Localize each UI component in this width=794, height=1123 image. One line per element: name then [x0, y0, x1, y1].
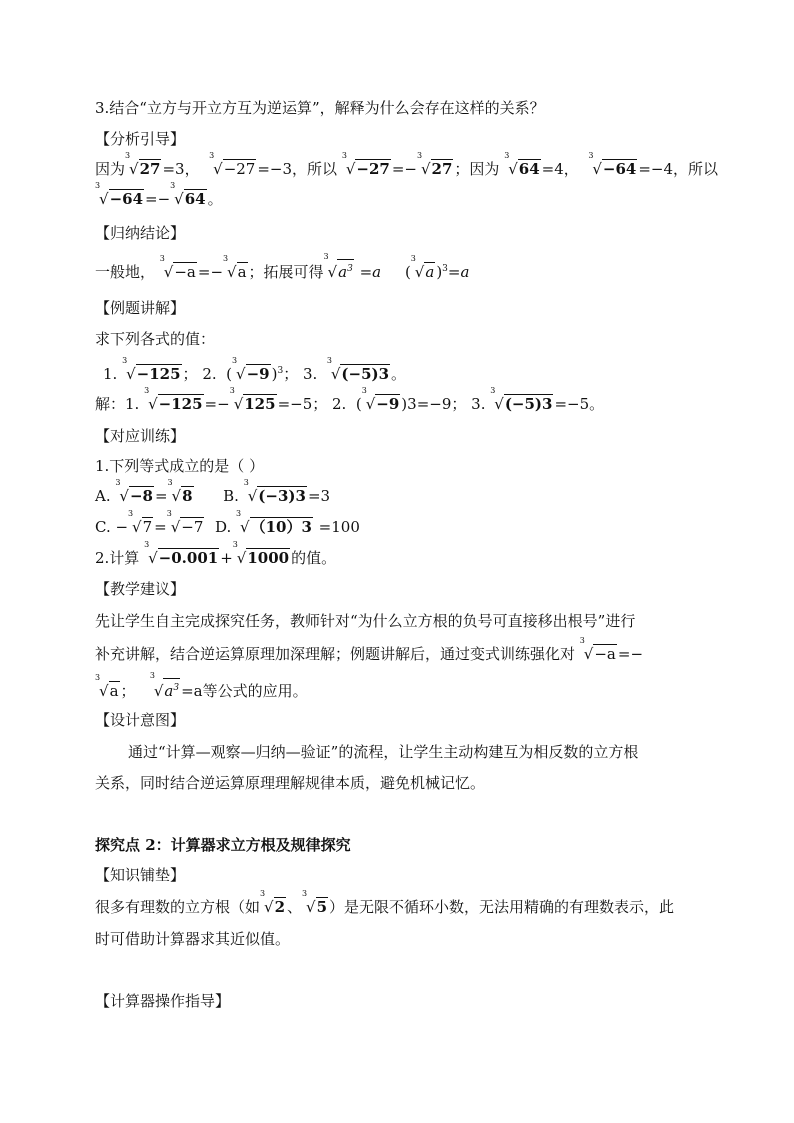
option-a: A. 3 √−8 = 3 √8: [95, 478, 193, 505]
knowledge-line-1: 很多有理数的立方根（如 3 √2 、 3 √5 ）是无限不循环小数，无法用精确的有理数表示，此: [95, 889, 675, 916]
cube-root: 3 √−9: [361, 386, 400, 413]
cube-root: 3 √5: [302, 889, 328, 916]
cube-root: 3 √−27: [209, 151, 256, 178]
suggestion-line-3: 3 √a ； 3 $√a^3 =a$等公式的应用。: [95, 671, 308, 700]
cube-root: 3 √(−5)3: [326, 356, 390, 383]
cube-root: 3 √−125: [122, 356, 181, 383]
option-c: C. − 3 √7 = 3 √−7: [95, 509, 204, 536]
cube-root: 3 √a: [410, 254, 435, 281]
cube-root: 3 √7: [128, 509, 153, 536]
conclusion-line: 一般地， 3 √−a =− 3 √a ；拓展可得 3 $√a^3 =a$ ( 3 √a )$^3$=a: [95, 252, 470, 281]
cube-root: 3 √−0.001: [144, 540, 219, 567]
heading-training: 【对应训练】: [95, 427, 186, 445]
cube-root: 3 √−64: [95, 181, 144, 208]
cube-root: 3 √(−3)3: [243, 478, 306, 505]
cube-root: 3 √−9: [232, 356, 270, 383]
heading-example: 【例题讲解】: [95, 299, 186, 317]
suggestion-line-1: 先让学生自主完成探究任务，教师针对“为什么立方根的负号可直接移出根号”进行: [95, 612, 636, 630]
heading-knowledge: 【知识铺垫】: [95, 866, 186, 884]
cube-root: 3 √27: [416, 151, 453, 178]
suggestion-line-2: 补充讲解，结合逆运算原理加深理解；例题讲解后，通过变式训练强化对 3 √−a =−: [95, 636, 644, 663]
cube-root: 3 √−27: [341, 151, 390, 178]
cube-root: 3 √−125: [144, 386, 203, 413]
heading-analysis: 【分析引导】: [95, 130, 186, 148]
text: 因为: [95, 160, 126, 178]
option-d: D. 3 √（10）3 =100: [214, 509, 360, 536]
cube-root: 3 √64: [504, 151, 540, 178]
knowledge-line-2: 时可借助计算器求其近似值。: [95, 930, 291, 948]
cube-root: 3 √−64: [588, 151, 637, 178]
solution-line: 解：1. 3 √−125 =− 3 √125 =−5； 2. ( 3 √−9 )3=−9； 3. 3 √(−5)3 =−5。: [95, 386, 605, 413]
design-line-2: 关系，同时结合逆运算原理理解规律本质，避免机械记忆。: [95, 774, 486, 792]
cube-root: 3 √64: [170, 181, 206, 208]
cube-root: 3 √−a: [579, 636, 616, 663]
cube-root: 3 √−8: [115, 478, 153, 505]
cube-root: 3 √8: [167, 478, 193, 505]
cube-root: 3 √−a: [159, 254, 196, 281]
heading-conclusion: 【归纳结论】: [95, 224, 186, 242]
cube-root: 3 √125: [229, 386, 276, 413]
cube-root: 3 √a: [223, 254, 247, 281]
cube-root: 3 $√a^3$: [149, 671, 180, 700]
cube-root: 3 √a: [95, 673, 119, 700]
power-expression: ( 3 √a )$^3$: [404, 254, 448, 281]
heading-suggestion: 【教学建议】: [95, 580, 186, 598]
cube-root: 3 √(−5)3: [490, 386, 553, 413]
option-b: B. 3 √(−3)3 =3: [223, 478, 331, 505]
analysis-line-1: 因为 3 √27 =3， 3 √−27 =−3，所以 3 √−27 =− 3 √27 ；因为 3 √64 =4， 3 √−64 =−4，所以: [95, 151, 719, 178]
training-options-cd: [95, 509, 360, 538]
question-3: 3.结合“立方与开立方互为逆运算”，解释为什么会存在这样的关系？: [95, 99, 545, 117]
cube-root: 3 $√a^3$: [323, 252, 353, 281]
training-q2: 2.计算 3 √−0.001 + 3 √1000 的值。: [95, 540, 337, 567]
cube-root: 3 √（10）3: [236, 509, 312, 536]
training-q1: 1.下列等式成立的是（ ）: [95, 457, 265, 475]
example-intro: 求下列各式的值：: [95, 330, 216, 348]
analysis-line-2: 3 √−64 =− 3 √64 。: [95, 181, 223, 208]
cube-root: 3 √−7: [166, 509, 204, 536]
cube-root: 3 √2: [260, 889, 286, 916]
training-options-ab: [95, 478, 331, 507]
design-line-1: 通过“计算—观察—归纳—验证”的流程，让学生主动构建互为相反数的立方根: [128, 743, 639, 761]
cube-root: 3 √1000: [232, 540, 290, 567]
heading-design: 【设计意图】: [95, 711, 186, 729]
explore-point-2-title: 探究点 2：计算器求立方根及规律探究: [95, 836, 351, 854]
cube-root: 3 √27: [125, 151, 161, 178]
heading-calculator-guide: 【计算器操作指导】: [95, 992, 231, 1010]
example-items: 1. 3 √−125 ； 2. ( 3 √−9 )$^3$； 3. 3 √(−5)3 。: [103, 356, 407, 383]
